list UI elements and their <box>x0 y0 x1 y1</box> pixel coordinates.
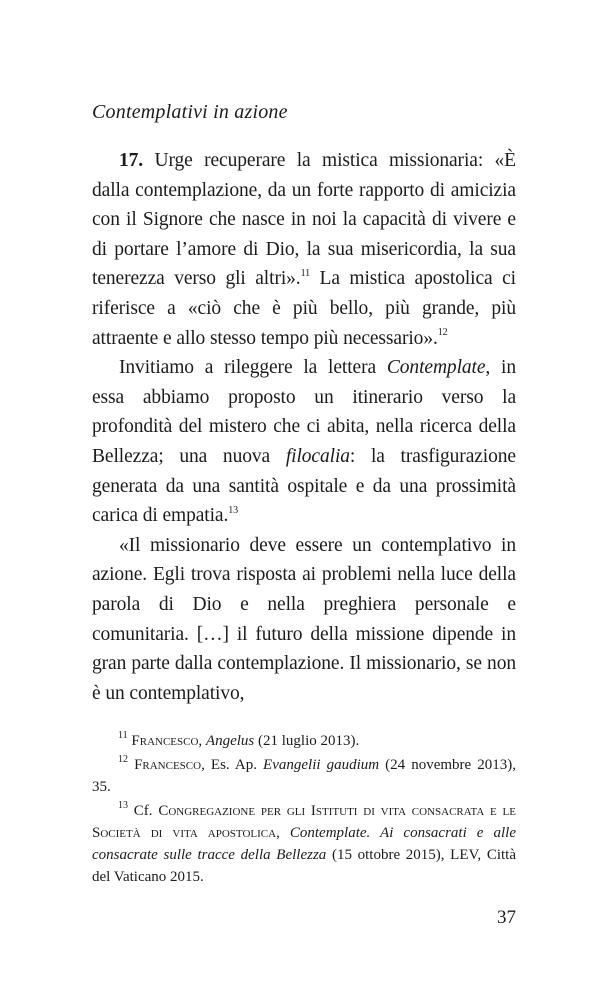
footnote-text: Cf. <box>128 803 159 819</box>
footnote-12 <box>92 754 516 798</box>
italic-term: filocalia <box>285 445 350 467</box>
footnote-author: Francesco <box>134 757 202 773</box>
footnote-text: , Es. Ap. <box>201 757 264 773</box>
footnote-number: 13 <box>118 800 128 811</box>
footnote-title: Evangelii gaudium <box>263 757 380 773</box>
paragraph-17 <box>92 146 516 353</box>
main-text <box>92 146 516 708</box>
italic-title: Contemplate <box>386 357 486 379</box>
footnote-ref-13[interactable]: 13 <box>228 504 239 516</box>
footnote-number: 11 <box>118 730 128 741</box>
paragraph-number: 17. <box>119 150 144 171</box>
paragraph-text: Urge recuperare la mistica missionaria: «È dalla contemplazione, da un forte rapporto di amicizia con il Signore che nasce in noi la capacità di vivere e di portare l’amore di Dio, la sua misericordia, la sua tenerezza verso gli altri». <box>92 150 516 290</box>
footnote-title: Angelus <box>205 733 255 749</box>
page-number: 37 <box>497 907 516 928</box>
footnote-ref-11[interactable]: 11 <box>300 267 311 279</box>
footnotes <box>92 730 516 890</box>
footnote-ref-12[interactable]: 12 <box>437 327 448 339</box>
footnote-13 <box>92 800 516 888</box>
footnote-title: Contemplate. Ai consacrati e alle consacrate sulle tracce della Bellezza <box>92 825 516 863</box>
footnote-text: (15 ottobre 2015), LEV, Città del Vaticano 2015. <box>92 847 516 885</box>
paragraph-contemplate <box>92 353 516 531</box>
footnote-number: 12 <box>118 754 128 765</box>
footnote-text: , <box>198 733 206 749</box>
footnote-text: (24 novembre 2013), 35. <box>92 757 516 795</box>
footnote-organization: Congregazione per gli Istituti di vita consacrata e le Società di vita apostolica <box>92 803 516 841</box>
paragraph-text: : la trasfigurazione generata da una santità ospitale e da una prossimità carica di empatia. <box>92 445 516 527</box>
book-page <box>92 0 516 1000</box>
paragraph-text: , in essa abbiamo proposto un itinerario verso la profondità del mistero che ci abita, nella ricerca della Bellezza; una nuova <box>92 357 516 467</box>
footnote-text: , <box>276 825 290 841</box>
paragraph-text: Invitiamo a rileggere la lettera <box>119 357 387 379</box>
footnote-text: (21 luglio 2013). <box>254 733 360 749</box>
paragraph-missionario: «Il missionario deve essere un contemplativo in azione. Egli trova risposta ai problemi nella luce della parola di Dio e nella preghiera personale e comunitaria. […] il futuro della missione dipende in gran parte dalla contemplazione. Il missionario, se non è un contemplativo, <box>92 534 516 704</box>
footnote-11 <box>92 730 516 752</box>
paragraph-text: La mistica apostolica ci riferisce a «ciò che è più bello, più grande, più attraente e allo stesso tempo più necessario». <box>92 268 516 349</box>
running-head: Contemplativi in azione <box>92 101 288 123</box>
footnote-author: Francesco <box>131 733 199 749</box>
